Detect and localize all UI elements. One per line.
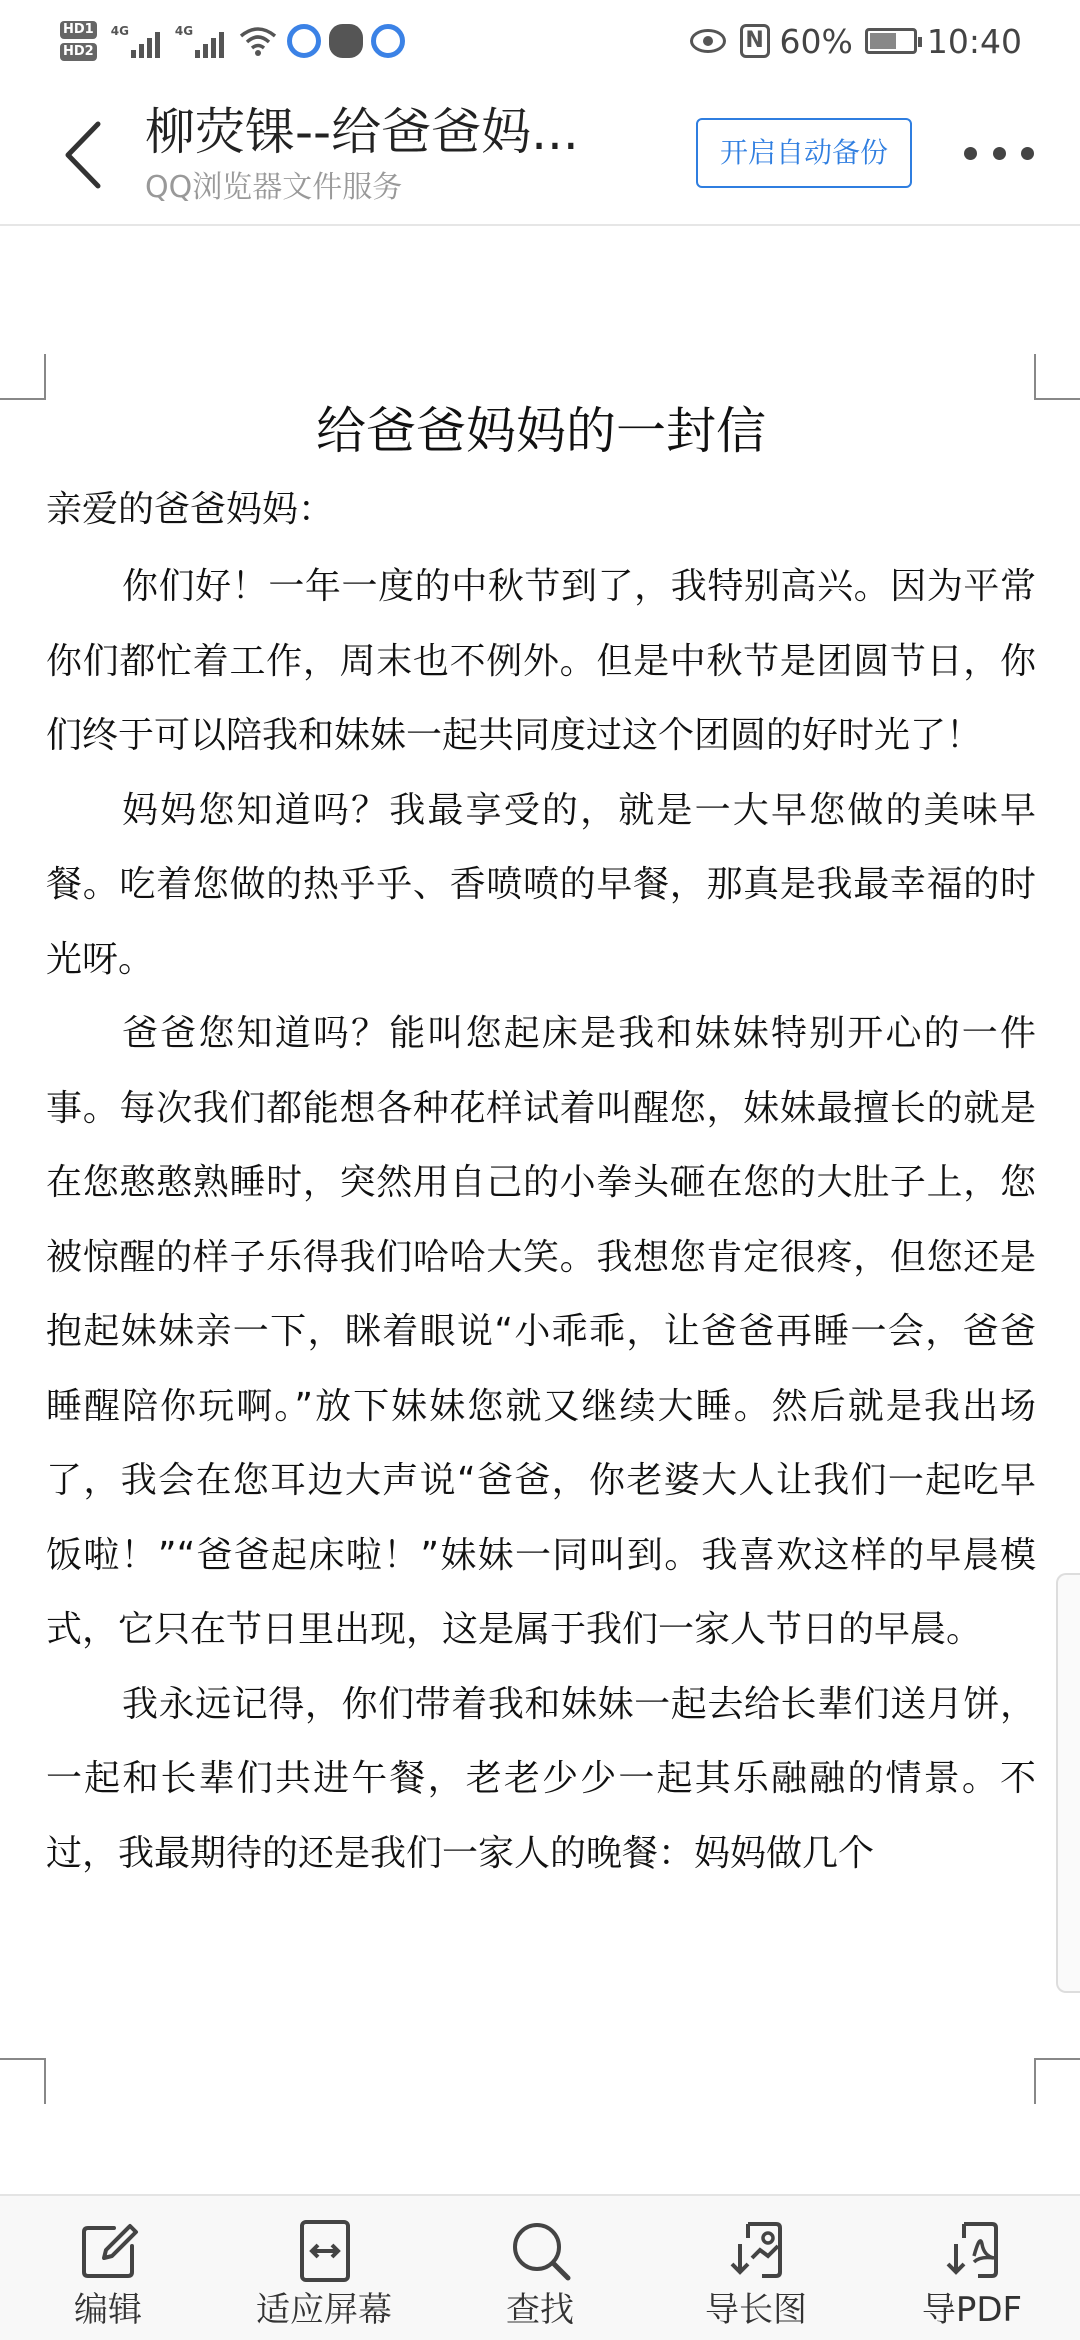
network-type-label-2: 4G xyxy=(174,24,194,38)
crop-mark-top-left xyxy=(0,354,46,400)
long-image-button[interactable] xyxy=(648,2196,864,2340)
letter-title: 给爸爸妈妈的一封信 xyxy=(316,402,766,460)
scrollbar-thumb[interactable] xyxy=(1056,1573,1080,1993)
qq-browser-icon xyxy=(287,24,321,58)
export-pdf-label: 导PDF xyxy=(921,2290,1023,2330)
status-bar xyxy=(0,0,1080,78)
page-subtitle: QQ浏览器文件服务 xyxy=(145,170,403,205)
hd1-badge: HD1 xyxy=(60,21,97,39)
battery-percent: 60% xyxy=(779,21,853,61)
fit-screen-button[interactable] xyxy=(216,2196,432,2340)
edit-label: 编辑 xyxy=(74,2290,142,2330)
hd2-badge: HD2 xyxy=(60,43,97,61)
find-label: 查找 xyxy=(506,2290,574,2330)
wifi-icon xyxy=(239,25,277,57)
long-image-label: 导长图 xyxy=(705,2290,807,2330)
find-button[interactable] xyxy=(432,2196,648,2340)
dot-icon xyxy=(1021,147,1034,160)
pdf-icon xyxy=(938,2216,1008,2286)
title-block xyxy=(145,100,665,210)
edit-icon xyxy=(74,2216,144,2286)
dot-icon xyxy=(993,147,1006,160)
wechat-icon xyxy=(329,24,363,58)
export-pdf-button[interactable] xyxy=(864,2196,1080,2340)
letter-paragraph: 我永远记得，你们带着我和妹妹一起去给长辈们送月饼，一起和长辈们共进午餐，老老少少一起其乐融融的情景。不过，我最期待的还是我们一家人的晚餐：妈妈做几个 xyxy=(46,1683,1036,1874)
crop-mark-bottom-right xyxy=(1034,2058,1080,2104)
edit-button[interactable] xyxy=(0,2196,216,2340)
long-image-icon xyxy=(722,2216,792,2286)
page-title: 柳荧锞--给爸爸妈... xyxy=(145,103,579,161)
letter-greeting: 亲爱的爸爸妈妈： xyxy=(46,489,335,530)
letter-paragraph: 你们好！一年一度的中秋节到了，我特别高兴。因为平常你们都忙着工作，周末也不例外。但是中秋节是团圆节日，你们终于可以陪我和妹妹一起共同度过这个团圆的好时光了！ xyxy=(46,566,1036,756)
app-header xyxy=(0,78,1080,226)
hd-indicators xyxy=(60,19,97,63)
nfc-icon: N xyxy=(740,24,770,58)
fit-screen-label: 适应屏幕 xyxy=(256,2290,392,2330)
letter-body xyxy=(46,550,1036,1891)
status-left xyxy=(60,12,413,70)
fit-screen-icon xyxy=(290,2216,360,2286)
back-button[interactable] xyxy=(52,110,122,200)
letter-paragraph: 妈妈您知道吗？我最享受的，就是一大早您做的美味早餐。吃着您做的热乎乎、香喷喷的早餐，那真是我最幸福的时光呀。 xyxy=(46,789,1036,980)
crop-mark-top-right xyxy=(1034,354,1080,400)
eye-icon xyxy=(690,29,726,53)
clock-time: 10:40 xyxy=(926,21,1022,61)
status-right xyxy=(690,12,1022,70)
bottom-toolbar xyxy=(0,2194,1080,2340)
letter-paragraph: 爸爸您知道吗？能叫您起床是我和妹妹特别开心的一件事。每次我们都能想各种花样试着叫醒您，妹妹最擅长的就是在您憨憨熟睡时，突然用自己的小拳头砸在您的大肚子上，您被惊醒的样子乐得我们哈哈大笑。我想您肯定很疼，但您还是抱起妹妹亲一下，眯着眼说“小乖乖，让爸爸再睡一会，爸爸睡醒陪你玩啊。”放下妹妹您就又继续大睡。然后就是我出场了，我会在您耳边大声说“爸爸，你老婆大人让我们一起吃早饭啦！”“爸爸起床啦！”妹妹一同叫到。我喜欢这样的早晨模式，它只在节日里出现，这是属于我们一家人节日的早晨。 xyxy=(46,1013,1036,1650)
signal-icon xyxy=(111,24,163,58)
dot-icon xyxy=(964,147,977,160)
back-arrow-icon xyxy=(52,110,122,200)
search-icon xyxy=(506,2216,576,2286)
more-options-button[interactable] xyxy=(964,138,1034,168)
document-viewer[interactable] xyxy=(0,228,1080,2194)
crop-mark-bottom-left xyxy=(0,2058,46,2104)
qq-browser-icon-2 xyxy=(371,24,405,58)
battery-icon xyxy=(865,28,917,54)
auto-backup-button[interactable]: 开启自动备份 xyxy=(696,118,912,188)
network-type-label: 4G xyxy=(110,24,129,38)
signal-icon-2 xyxy=(175,24,227,58)
